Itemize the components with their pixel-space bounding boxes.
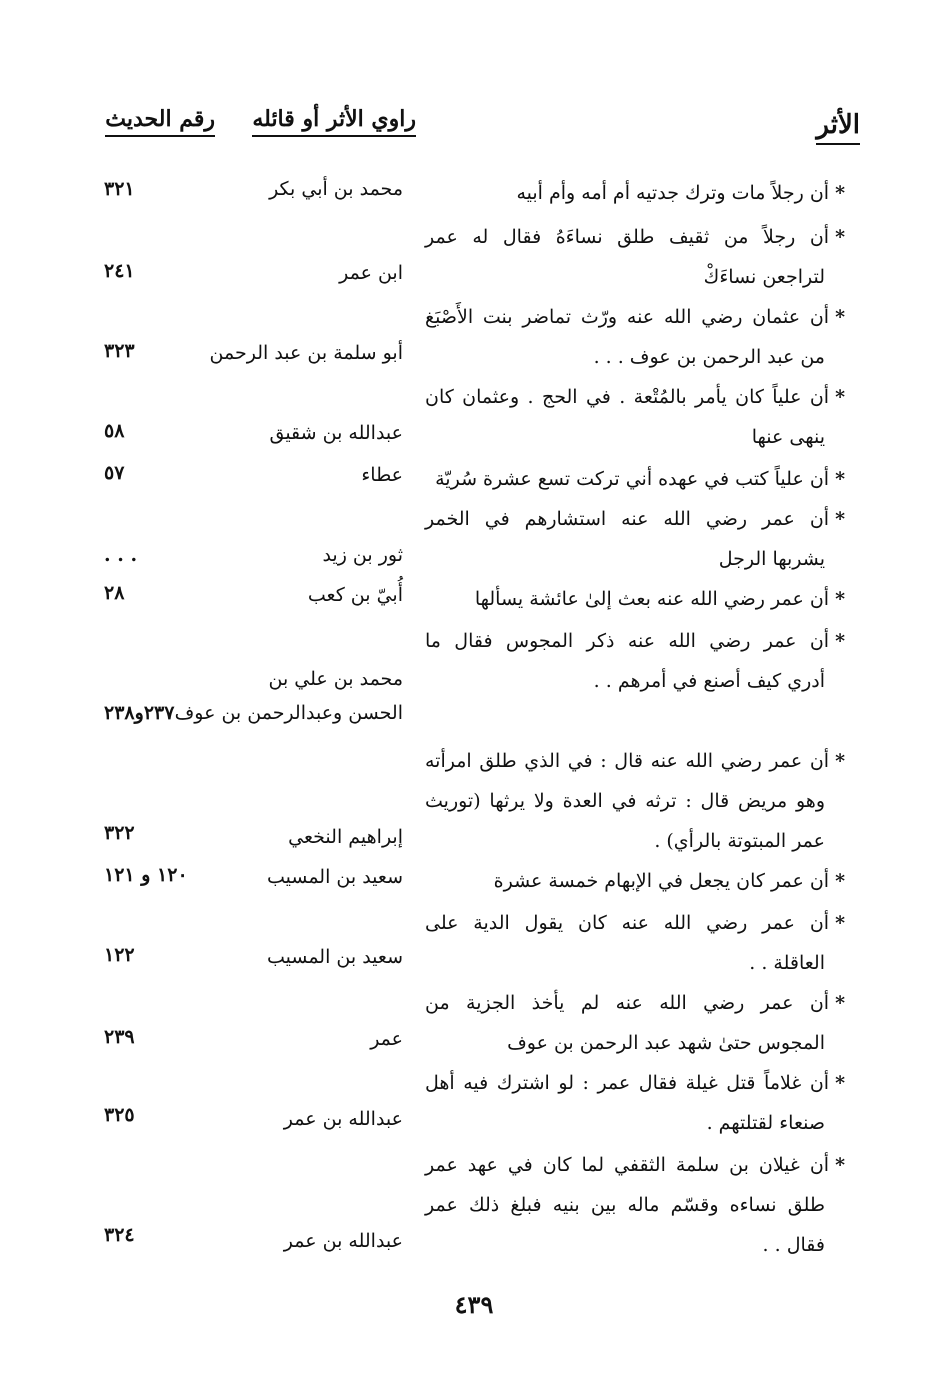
bullet-star-icon: * [835,468,845,490]
hadith-number: ٣٢٥ [104,1104,135,1126]
hadith-number: ٣٢٣ [104,340,135,362]
athar-line: *أن عمر رضي الله عنه بعث إلىٰ عائشة يسألها [474,588,845,610]
bullet-star-icon: * [835,630,845,652]
rawi-name: محمد بن علي بن [268,668,403,690]
athar-line: *أن علياً كتب في عهده أني تركت تسع عشرة سُريّة [435,468,845,490]
hadith-number: ١٢٢ [104,944,135,966]
athar-line: *أن رجلاً مات وترك جدتيه أم أمه وأم أبيه [516,182,845,204]
hadith-number: . . . [104,544,138,566]
athar-line: صنعاء لقتلتهم . [706,1112,825,1134]
header-athar: الأثر [816,110,860,145]
athar-line: *أن عمر رضي الله عنه كان يقول الدية على [425,912,845,934]
athar-line: العاقلة . . [749,952,825,974]
bullet-star-icon: * [835,750,845,772]
athar-line: ينهى عنها [751,426,825,448]
athar-line: *أن غلاماً قتل غيلة فقال عمر : لو اشترك فيه أهل [425,1072,845,1094]
header-number: رقم الحديث [105,106,215,137]
header-rawi: راوي الأثر أو قائله [252,106,416,137]
hadith-number: ١٢٠ و ١٢١ [104,864,188,886]
athar-line: *أن عمر كان يجعل في الإبهام خمسة عشرة [493,870,845,892]
athar-line: لتراجعن نساءَكْ [703,266,825,288]
athar-line: *أن عمر رضي الله عنه لم يأخذ الجزية من [425,992,845,1014]
rawi-name: ابن عمر [339,262,403,284]
athar-line: فقال . . [762,1234,825,1256]
rawi-name: عبدالله بن شقيق [269,422,403,444]
bullet-star-icon: * [835,1154,845,1176]
rawi-name: أبو سلمة بن عبد الرحمن [209,342,403,364]
athar-line: المجوس حتىٰ شهد عبد الرحمن بن عوف [507,1032,825,1054]
hadith-number: ٣٢٢ [104,822,135,844]
athar-line: عمر المبتوتة بالرأي) . [654,830,825,852]
rawi-name: الحسن وعبدالرحمن بن عوف [174,702,403,724]
bullet-star-icon: * [835,992,845,1014]
athar-line: *أن عمر رضي الله عنه استشارهم في الخمر [425,508,845,530]
athar-line: يشربها الرجل [718,548,825,570]
rawi-name: ثور بن زيد [322,544,403,566]
bullet-star-icon: * [835,588,845,610]
rawi-name: أُبيّ بن كعب [307,584,403,606]
rawi-name: إبراهيم النخعي [288,826,403,848]
rawi-name: سعيد بن المسيب [266,946,403,968]
rawi-name: عبدالله بن عمر [283,1108,403,1130]
rawi-name: عمر [370,1028,403,1050]
athar-line: طلق نساءه وقسّم ماله بين بنيه فبلغ ذلك عمر [425,1194,825,1216]
hadith-number: ٥٧ [104,462,125,484]
rawi-name: محمد بن أبي بكر [269,178,403,200]
bullet-star-icon: * [835,508,845,530]
bullet-star-icon: * [835,226,845,248]
athar-line: *أن عثمان رضي الله عنه ورّث تماضر بنت الأَصْبَغ [425,306,845,328]
athar-line: *أن رجلاً من ثقيف طلق نساءَهُ فقال له عمر [425,226,845,248]
hadith-number: ٢٤١ [104,260,135,282]
athar-line: وهو مريض قال : ترثه في العدة ولا يرثها (توريث [425,790,825,812]
rawi-name: سعيد بن المسيب [266,866,403,888]
athar-line: من عبد الرحمن بن عوف . . . [593,346,825,368]
bullet-star-icon: * [835,870,845,892]
hadith-number: ٢٣٩ [104,1026,135,1048]
hadith-number: ٢٨ [104,582,125,604]
athar-line: *أن علياً كان يأمر بالمُتْعة . في الحج . وعثمان كان [425,386,845,408]
athar-line: أدري كيف أصنع في أمرهم . . [593,670,825,692]
rawi-name: عبدالله بن عمر [283,1230,403,1252]
page-number: ٤٣٩ [454,1290,494,1319]
athar-line: *أن غيلان بن سلمة الثقفي لما كان في عهد عمر [425,1154,845,1176]
hadith-number: ٣٢٤ [104,1224,135,1246]
bullet-star-icon: * [835,182,845,204]
bullet-star-icon: * [835,1072,845,1094]
bullet-star-icon: * [835,386,845,408]
rawi-name: عطاء [361,464,403,486]
hadith-number: ٣٢١ [104,178,135,200]
hadith-number: ٥٨ [104,420,125,442]
bullet-star-icon: * [835,912,845,934]
bullet-star-icon: * [835,306,845,328]
hadith-number: ٢٣٧و٢٣٨ [104,702,175,724]
athar-line: *أن عمر رضي الله عنه قال : في الذي طلق امرأته [425,750,845,772]
athar-line: *أن عمر رضي الله عنه ذكر المجوس فقال ما [425,630,845,652]
